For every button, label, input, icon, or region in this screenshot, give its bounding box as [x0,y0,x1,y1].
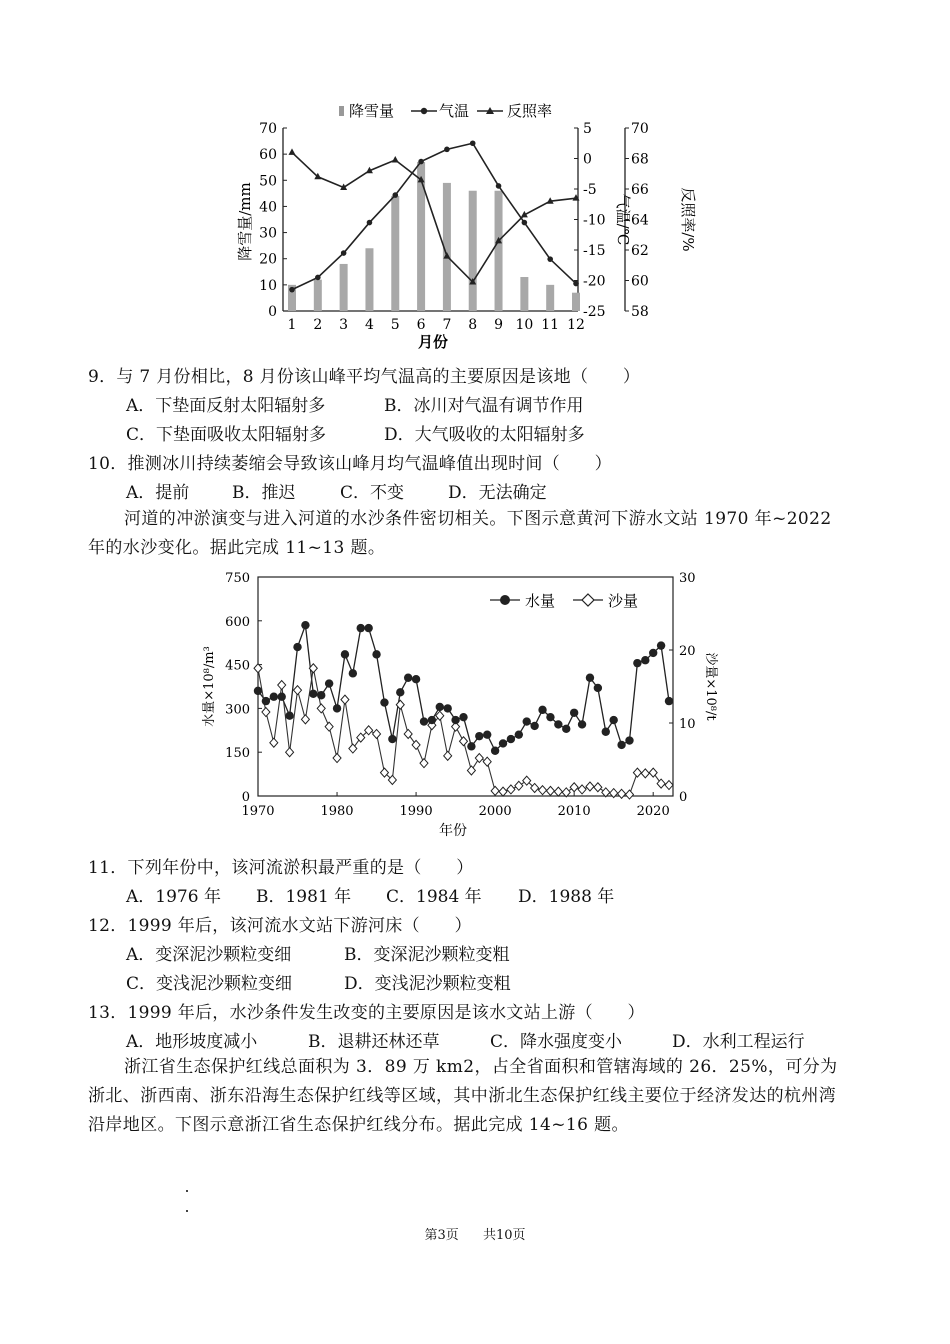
sediment-point [286,748,294,757]
sediment-point [262,708,270,717]
y-tick-label-left: 10 [259,277,277,294]
x-tick-label-year: 1970 [241,804,275,819]
sediment-point [539,786,547,795]
y-tick-label-temperature: -20 [583,273,606,290]
water-volume-point [404,674,412,682]
question-11-stem: 11．下列年份中，该河流淤积最严重的是（ ） [88,858,474,878]
sediment-point [633,768,641,777]
water-volume-point [475,732,483,740]
sediment-point [325,722,333,731]
x-tick-label-month: 7 [442,317,452,333]
sediment-point [491,786,499,795]
water-volume-point [372,650,380,658]
x-tick-label-month: 1 [287,317,297,333]
question-11-option-d: D．1988 年 [518,887,615,907]
water-volume-point [665,697,673,705]
water-volume-point [507,735,515,743]
water-volume-point [428,716,436,724]
y-tick-label-sediment: 10 [679,717,696,732]
sediment-point [546,786,554,795]
temperature-point [547,256,553,262]
water-volume-point [293,643,301,651]
water-volume-point [641,656,649,664]
temperature-point [470,140,476,146]
passage-yellow-river: 河道的冲淤演变与进入河道的水沙条件密切相关。下图示意黄河下游水文站 1970 年~2022 年的水沙变化。据此完成 11~13 题。 [88,509,832,558]
question-10-stem: 10．推测冰川持续萎缩会导致该山峰月均气温峰值出现时间（ ） [88,454,612,474]
question-12-option-c: C．变浅泥沙颗粒变细 [126,974,293,994]
question-9-option-d: D．大气吸收的太阳辐射多 [384,425,585,445]
question-9-option-b: B．冰川对气温有调节作用 [384,396,584,416]
water-volume-point [602,728,610,736]
temperature-point [573,281,579,287]
y-tick-label-albedo: 60 [631,273,649,290]
snowfall-bar [314,280,322,311]
question-10-option-a: A．提前 [126,483,190,503]
sediment-point [467,766,475,775]
water-volume-point [309,690,317,698]
legend-label-snowfall: 降雪量 [349,102,395,120]
water-volume-point [499,739,507,747]
question-13-option-c: C．降水强度变小 [490,1032,623,1052]
chart1-xlabel: 月份 [417,333,449,351]
y-tick-label-temperature: -5 [583,182,597,198]
sediment-point [475,754,483,763]
y-tick-label-left: 40 [259,199,277,216]
snowfall-bar [546,285,554,311]
x-tick-label-year: 1990 [399,804,433,819]
page-number: 第3页 [424,1228,459,1243]
snowfall-temperature-albedo-chart [225,95,725,355]
water-volume-point [586,674,594,682]
sediment-point [499,787,507,796]
y-tick-label-left: 0 [268,304,277,320]
chart2-xlabel: 年份 [439,823,467,839]
question-10-option-b: B．推迟 [232,483,296,503]
sediment-point [301,715,309,724]
legend-label-sediment: 沙量 [608,592,639,610]
sediment-point [341,695,349,704]
water-volume-point [270,693,278,701]
chart2-lines [254,621,673,799]
legend-filled-circle-marker [500,595,510,605]
water-sediment-chart [195,565,718,845]
sediment-point [420,759,428,768]
y-tick-label-left: 30 [259,225,277,242]
water-volume-point [388,735,396,743]
sediment-point [586,782,594,791]
legend-diamond-marker [582,594,594,606]
y-tick-label-left: 60 [259,147,277,164]
y-tick-label-albedo: 68 [631,151,649,168]
chart2-legend [490,592,638,610]
water-volume-point [357,624,365,632]
x-tick-label-month: 4 [364,317,374,333]
legend-bar-swatch [339,106,344,116]
legend-label-water: 水量 [525,592,556,610]
snowfall-bar [365,248,373,311]
y-tick-label-water: 150 [225,746,250,762]
question-13-option-b: B．退耕还林还草 [308,1032,440,1052]
y-tick-label-water: 750 [225,571,250,586]
snowfall-bar [340,264,348,311]
question-9-option-a: A．下垫面反射太阳辐射多 [126,396,326,416]
legend-label-albedo: 反照率 [507,102,553,120]
question-12-stem: 12．1999 年后，该河流水文站下游河床（ ） [88,916,472,936]
x-tick-label-month: 9 [494,317,504,333]
y-tick-label-water: 600 [225,614,250,630]
snowfall-bar [417,162,425,311]
water-volume-point [349,669,357,677]
temperature-point [418,159,424,165]
sediment-point [278,681,286,690]
y-tick-label-left: 50 [259,173,277,190]
water-volume-point [649,649,657,657]
x-tick-label-year: 2000 [478,804,512,819]
sediment-point [333,754,341,763]
chart1-ylabel-temperature: 气温/℃ [614,193,632,246]
x-tick-label-month: 11 [541,317,560,333]
water-volume-point [530,722,538,730]
albedo-point [289,148,296,155]
sediment-point [483,757,491,766]
water-volume-point [546,713,554,721]
sediment-point [554,787,562,796]
question-12-option-b: B．变深泥沙颗粒变粗 [344,945,510,965]
snowfall-bar [469,191,477,311]
y-tick-label-temperature: 5 [583,121,592,137]
sediment-point [578,785,586,794]
water-volume-point [364,624,372,632]
y-tick-label-temperature: -10 [583,212,606,229]
sediment-point [665,781,673,790]
water-volume-point [483,730,491,738]
chart1-bars [288,162,580,311]
water-volume-point [420,717,428,725]
question-12-option-d: D．变浅泥沙颗粒变粗 [344,974,511,994]
y-tick-label-albedo: 66 [631,182,649,198]
sediment-point [570,783,578,792]
water-volume-point [609,716,617,724]
question-11-option-b: B．1981 年 [256,887,352,907]
question-13-stem: 13．1999 年后，水沙条件发生改变的主要原因是该水文站上游（ ） [88,1003,645,1023]
question-10-option-d: D．无法确定 [448,483,547,503]
sediment-point [618,789,626,798]
sediment-point [625,790,633,799]
water-volume-point [467,742,475,750]
question-11-option-c: C．1984 年 [386,887,482,907]
water-volume-point [380,698,388,706]
chart2-ylabel-left: 水量×10⁸/m³ [202,646,217,727]
sediment-point [594,783,602,792]
question-11-option-a: A．1976 年 [126,887,221,907]
water-volume-point [578,720,586,728]
temperature-point [392,192,398,198]
y-tick-label-albedo: 62 [631,243,649,259]
water-volume-point [554,720,562,728]
sediment-point [641,769,649,778]
water-volume-point [538,706,546,714]
x-tick-label-month: 12 [567,317,585,333]
x-tick-label-month: 6 [416,317,426,333]
water-volume-point [278,693,286,701]
y-tick-label-albedo: 70 [631,121,649,137]
sediment-point [317,704,325,713]
snowfall-bar [520,277,528,311]
snowfall-bar [572,293,580,311]
question-9-stem: 9．与 7 月份相比，8 月份该山峰平均气温高的主要原因是该地（ ） [88,367,641,387]
x-tick-label-year: 1980 [320,804,354,819]
water-volume-point [515,730,523,738]
water-volume-point [341,650,349,658]
water-volume-point [451,716,459,724]
sediment-point [507,785,515,794]
x-tick-label-month: 5 [390,317,400,333]
x-tick-label-year: 2010 [557,804,591,819]
y-tick-label-temperature: -25 [583,304,606,320]
water-volume-point [254,687,262,695]
water-volume-point [317,691,325,699]
chart1-lines [289,140,580,292]
water-volume-point [523,717,531,725]
water-volume-point [262,697,270,705]
y-tick-label-sediment: 20 [679,644,696,659]
page-total: 共10页 [482,1228,526,1243]
y-tick-label-albedo: 64 [631,212,649,229]
albedo-point [392,156,399,163]
snowfall-bar [495,191,503,311]
legend-label-temperature: 气温 [439,102,470,120]
y-tick-label-albedo: 58 [631,304,649,320]
y-tick-label-temperature: -15 [583,243,606,259]
water-volume-point [570,709,578,717]
question-10-option-c: C．不变 [340,483,405,503]
water-volume-point [625,736,633,744]
x-tick-label-month: 10 [515,317,534,333]
water-volume-point [285,712,293,720]
dot-mark [186,1210,188,1212]
y-tick-label-water: 300 [225,702,250,718]
water-volume-point [491,747,499,755]
chart1-ylabel-left: 降雪量/mm [236,182,254,261]
y-tick-label-left: 70 [259,121,277,137]
chart2-ylabel-right: 沙量×10⁸/t [703,652,718,721]
question-9-option-c: C．下垫面吸收太阳辐射多 [126,425,327,445]
sediment-point [373,729,381,738]
water-volume-point [443,704,451,712]
temperature-point [315,275,321,281]
sediment-point [444,751,452,760]
temperature-point [444,147,450,153]
water-volume-point [301,621,309,629]
temperature-point [289,287,295,293]
y-tick-label-water: 0 [241,790,250,805]
passage-zhejiang-redline: 浙江省生态保护红线总面积为 3．89 万 km2，占全省面积和管辖海域的 26．25%，可分为浙北、浙西南、浙东沿海生态保护红线等区域，其中浙北生态保护红线主要位于经济发达的杭州湾沿岸地区。下图示意浙江省生态保护红线分布。据此完成 14~16 题。 [88,1057,838,1135]
x-tick-label-year: 2020 [636,804,670,819]
water-volume-point [325,679,333,687]
chart1-legend [339,102,552,120]
temperature-point [496,183,502,189]
temperature-point [367,220,373,226]
dot-mark [186,1190,188,1192]
y-tick-label-water: 450 [225,658,250,674]
water-volume-point [333,704,341,712]
legend-circle-marker [421,108,427,114]
temperature-point [522,220,528,226]
y-tick-label-sediment: 0 [679,790,688,805]
sediment-point [460,737,468,746]
y-tick-label-sediment: 30 [679,571,696,586]
water-volume-point [617,741,625,749]
page-footer [0,1224,950,1243]
question-13-option-a: A．地形坡度减小 [126,1032,258,1052]
water-volume-point [459,713,467,721]
water-volume-point [436,703,444,711]
x-tick-label-month: 8 [468,317,478,333]
water-volume-point [412,675,420,683]
x-tick-label-month: 3 [339,317,349,333]
water-volume-point [657,641,665,649]
sediment-point [294,686,302,695]
water-volume-point [633,659,641,667]
water-volume-point [562,725,570,733]
sediment-point [515,781,523,790]
water-volume-point [594,684,602,692]
sediment-point [270,738,278,747]
temperature-point [341,250,347,256]
question-12-option-a: A．变深泥沙颗粒变细 [126,945,292,965]
chart1-ylabel-albedo: 反照率/% [679,187,697,252]
snowfall-bar [391,196,399,311]
water-volume-point [396,688,404,696]
y-tick-label-left: 20 [259,251,277,268]
x-tick-label-month: 2 [313,317,323,333]
y-tick-label-temperature: 0 [583,151,592,168]
question-13-option-d: D．水利工程运行 [672,1032,805,1052]
